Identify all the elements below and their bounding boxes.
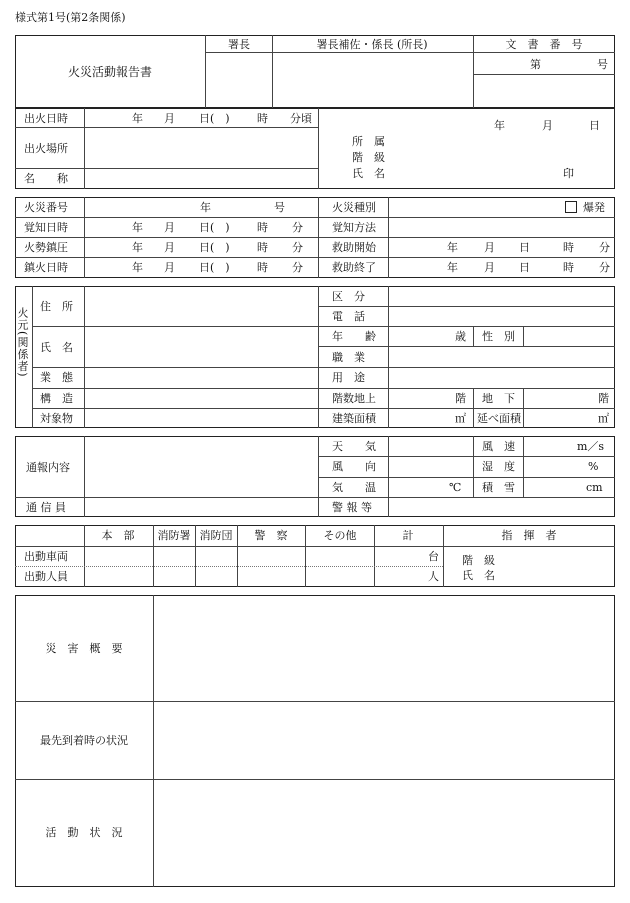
job-label: 職 業 — [332, 351, 365, 364]
dispatch-header-commander: 指 揮 者 — [501, 529, 557, 542]
full-name-label: 氏 名 — [352, 167, 385, 180]
weather-label: 天 気 — [332, 440, 376, 453]
personnel-label: 出動人員 — [24, 570, 68, 583]
category-label: 区 分 — [332, 290, 365, 303]
dispatch-header-corps: 消防団 — [199, 529, 233, 542]
wind-direction-label: 風 向 — [332, 460, 376, 473]
rescue-start-label: 救助開始 — [332, 241, 376, 254]
fire-type-label: 火災種別 — [332, 201, 376, 214]
explosion-label: 爆発 — [583, 201, 605, 214]
form-id: 様式第1号(第2条関係) — [15, 11, 126, 24]
underground-label: 地 下 — [482, 392, 515, 405]
vehicles-label: 出動車両 — [24, 550, 68, 563]
age-label: 年 齢 — [332, 330, 376, 343]
awareness-label: 覚知日時 — [24, 221, 68, 234]
total-area-label: 延べ面積 — [477, 412, 521, 425]
alarm-label: 警 報 等 — [332, 501, 372, 514]
awareness-method-label: 覚知方法 — [332, 221, 376, 234]
humidity-label: 湿 度 — [482, 460, 515, 473]
floors-label: 階数地上 — [332, 392, 376, 405]
commander-name-label: 氏 名 — [462, 569, 495, 582]
business-label: 業 態 — [40, 371, 73, 384]
chief-label: 署長 — [228, 38, 250, 51]
rank-label: 階 級 — [352, 151, 385, 164]
dispatch-header-police: 警 察 — [254, 529, 288, 542]
deputy-label: 署長補佐・係長 (所長) — [316, 38, 428, 51]
outbreak-section — [15, 108, 615, 189]
name-label: 名 称 — [24, 172, 68, 185]
seal-label: 印 — [563, 167, 574, 180]
dispatch-header-hq: 本 部 — [101, 529, 135, 542]
doc-dai: 第 — [530, 58, 541, 71]
commander-rank-label: 階 級 — [462, 554, 495, 567]
doc-number-label: 文 書 番 号 — [505, 38, 583, 51]
origin-side-label: 火元(関係者) — [16, 307, 29, 378]
address-label: 住 所 — [40, 300, 73, 313]
owner-name-label: 氏 名 — [40, 341, 73, 354]
rescue-end-label: 救助終了 — [332, 261, 376, 274]
outbreak-label: 出火日時 — [24, 112, 68, 125]
snow-label: 積 雪 — [482, 481, 515, 494]
fire-number-label: 火災番号 — [24, 201, 68, 214]
report-content-label: 通報内容 — [26, 461, 70, 474]
wind-speed-label: 風 速 — [482, 440, 515, 453]
target-label: 対象物 — [40, 412, 73, 425]
gender-label: 性 別 — [482, 330, 515, 343]
area-label: 建築面積 — [332, 412, 376, 425]
dispatch-header-other: その他 — [323, 529, 357, 542]
activity-label: 活 動 状 況 — [45, 826, 123, 839]
control-label: 火勢鎮圧 — [24, 241, 68, 254]
use-label: 用 途 — [332, 371, 365, 384]
doc-go: 号 — [597, 58, 608, 71]
affiliation-label: 所 属 — [352, 135, 385, 148]
disaster-summary-label: 災 害 概 要 — [45, 642, 123, 655]
dispatch-header-total: 計 — [402, 529, 414, 542]
reporter-label: 通 信 員 — [26, 501, 66, 514]
phone-label: 電 話 — [332, 310, 365, 323]
dispatch-header-station: 消防署 — [157, 529, 191, 542]
structure-label: 構 造 — [40, 392, 73, 405]
place-label: 出火場所 — [24, 142, 68, 155]
temperature-label: 気 温 — [332, 481, 376, 494]
report-title: 火災活動報告書 — [67, 65, 153, 79]
first-arrival-label: 最先到着時の状況 — [40, 734, 128, 747]
fire-report-form: 様式第1号(第2条関係) 火災活動報告書 署長 署長補佐・係長 (所長) 文 書 番 号 第 号 出火日時 年 月 日( ) 時 分頃 出火場所 名 称 年 月 日 所 属 階 級 氏 名 印 火災番号 年 号 火災種別 爆発 覚知日時 年 月 日( ) 時 分 覚知方法 火勢鎮圧 年 月 日( ) 時 分 救助開始 年 月 日 時 分 鎮火日時 年 月 日( ) 時 分 救助終了 年 月 日 時 分 火元(関係者) 住 所 氏 名 業 態 構 造 対象物 区 分 電 話 年 齢 歳 性 別 職 業 用 途 階数地上 階 地 下 階 建築面積 ㎡ 延べ面積 ㎡ 通報内容 通 信 員 天 気 風 向 気 温 ℃ 警 報 等 風 速 m／s 湿 度 % 積 雪 cm 本 部 消防署 消防団 警 察 その他 計 指 揮 者 出動車両 出動人員 台 人 階 級 氏 名 災 害 概 要 最先到着時の状況 活 動 状 況 — [0, 0, 630, 903]
extinguish-label: 鎮火日時 — [24, 261, 68, 274]
explosion-checkbox[interactable] — [565, 201, 577, 213]
origin-section — [15, 286, 615, 428]
